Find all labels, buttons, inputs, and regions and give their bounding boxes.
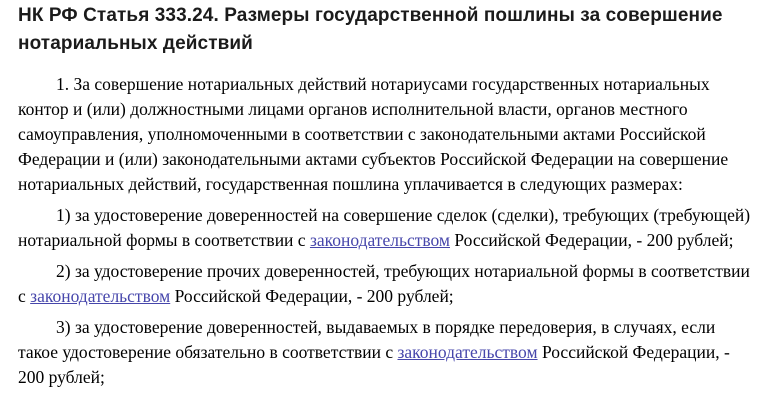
fee-item-3 bbox=[18, 315, 754, 390]
fee-item-3-text-post: Российской Федерации, - 200 рублей; bbox=[18, 342, 730, 387]
fee-item-1 bbox=[18, 203, 754, 253]
fee-item-1-text-pre: 1) за удостоверение доверенностей на совершение сделок (сделки), требующих (требующей) нотариальной формы в соответствии с bbox=[18, 205, 751, 250]
legislation-link-1[interactable]: законодательством bbox=[309, 230, 450, 250]
legislation-link-2[interactable]: законодательством bbox=[30, 286, 171, 306]
article-intro-paragraph: 1. За совершение нотариальных действий нотариусами государственных нотариальных контор и (или) должностными лицами органов исполнительной власти, органов местного самоуправления, уполномоченными в соответствии с законодательными актами Российской Федерации и (или) законодательными актами субъектов Российской Федерации на совершение нотариальных действий, государственная пошлина уплачивается в следующих размерах: bbox=[18, 74, 729, 194]
legislation-link-3[interactable]: законодательством bbox=[397, 342, 538, 362]
fee-item-2-text-post: Российской Федерации, - 200 рублей; bbox=[170, 286, 454, 306]
fee-item-3-text-pre: 3) за удостоверение доверенностей, выдаваемых в порядке передоверия, в случаях, если такое удостоверение обязательно в соответствии с bbox=[18, 317, 716, 362]
fee-item-2 bbox=[18, 259, 754, 309]
article-title: НК РФ Статья 333.24. Размеры государственной пошлины за совершение нотариальных действий bbox=[18, 5, 723, 54]
fee-item-2-text-pre: 2) за удостоверение прочих доверенностей, требующих нотариальной формы в соответствии с bbox=[18, 261, 750, 306]
fee-item-1-text-post: Российской Федерации, - 200 рублей; bbox=[450, 230, 734, 250]
